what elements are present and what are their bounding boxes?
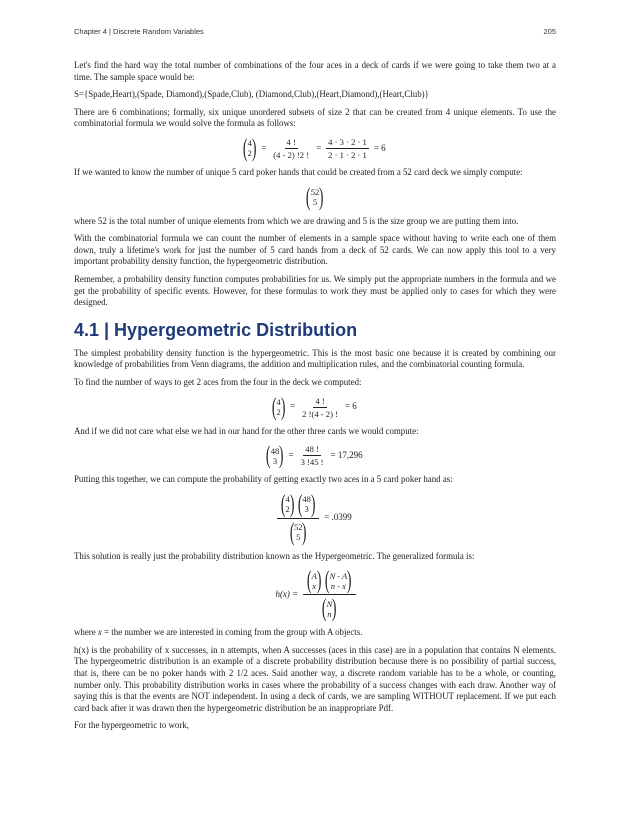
result: = 6 <box>344 401 357 412</box>
fraction <box>303 568 355 621</box>
equals: = <box>316 142 322 153</box>
binom-n: 52 <box>293 522 303 533</box>
binom-k: n <box>327 608 332 619</box>
section-heading: 4.1 | Hypergeometric Distribution <box>74 319 358 340</box>
lhs: h(x) = <box>275 588 299 599</box>
binom-k: 5 <box>312 197 318 208</box>
binom-k: 3 <box>272 455 278 466</box>
text: = the number we are interested in coming from the group with A objects. <box>101 627 363 638</box>
equation-3 <box>74 395 556 420</box>
paragraph: where 52 is the total number of unique elements from which we are drawing and 5 is the size group we are putting them into. <box>74 215 519 226</box>
paragraph: The simplest probability density function is the hypergeometric. This is the most basic one because it is created by combining our knowledge of probabilities from Venn diagrams, the addition and multiplication rules, and the combinatorial counting formula. <box>74 347 556 370</box>
paragraph: And if we did not care what else we had in our hand for the other three cards we would compute: <box>74 425 419 436</box>
equals: = <box>261 142 267 153</box>
equation-2 <box>74 185 556 210</box>
binom-n: 4 <box>276 397 281 407</box>
denominator <box>318 595 340 621</box>
page-number: 205 <box>543 27 556 36</box>
paragraph: With the combinatorial formula we can count the number of elements in a sample space without having to write each one of them down, truly a lifetime's work for just the number of 5 card hands from a deck of 52 cards. We can now apply this tool to a very important probability density function, the hypergeometric distribution. <box>74 233 556 267</box>
binom-k: 2 <box>247 148 252 159</box>
fraction <box>299 444 326 467</box>
binomial: ( A x ) <box>307 567 322 595</box>
paragraph: This solution is really just the probability distribution known as the Hypergeometric. The generalized formula is: <box>74 550 475 561</box>
equals: = <box>290 401 296 412</box>
binom-k: 3 <box>304 504 309 515</box>
binomial: ( 48 3 ) <box>266 442 284 470</box>
binom-k: 5 <box>296 532 301 543</box>
paragraph: For the hypergeometric to work, <box>74 720 189 731</box>
equals: = <box>288 449 294 460</box>
equation-5 <box>74 492 556 545</box>
binom-n: 4 <box>285 494 290 505</box>
binomial: ( 4 2 ) <box>243 134 257 162</box>
text: where <box>74 627 98 638</box>
binom-k: 2 <box>285 504 290 515</box>
fraction <box>271 137 311 160</box>
denominator: 2 · 1 · 2 · 1 <box>328 149 367 160</box>
paragraph: Putting this together, we can compute the probability of getting exactly two aces in a 5 card poker hand as: <box>74 474 453 485</box>
binom-n: N - A <box>329 570 348 581</box>
binomial: ( 52 5 ) <box>306 183 324 211</box>
binom-n: A <box>311 570 317 581</box>
binomial: ( 4 2 ) <box>281 490 295 518</box>
fraction <box>326 137 369 160</box>
fraction <box>300 396 340 419</box>
denominator: (4 - 2) !2 ! <box>273 149 310 160</box>
paragraph <box>74 627 556 639</box>
fraction <box>277 492 319 545</box>
binom-n: 48 <box>270 445 280 456</box>
numerator: 48 ! <box>305 444 319 455</box>
sample-space: S={Spade,Heart),(Spade, Diamond),(Spade,Club), (Diamond,Club),(Heart,Diamond),(Heart,Club)} <box>74 89 429 100</box>
binom-n: 52 <box>310 187 320 198</box>
result: = .0399 <box>324 512 352 523</box>
body-content <box>74 60 556 738</box>
variable: x <box>97 627 102 638</box>
denominator <box>286 519 311 545</box>
binom-k: 2 <box>276 407 281 417</box>
binom-n: 4 <box>247 138 252 149</box>
numerator <box>303 568 355 595</box>
binomial: ( N - A n - x ) <box>324 567 352 595</box>
equation-4 <box>74 443 556 468</box>
denominator: 3 !45 ! <box>300 457 324 468</box>
binom-n: 48 <box>302 494 311 505</box>
chapter-title: Chapter 4 | Discrete Random Variables <box>74 27 204 36</box>
binomial: ( N n ) <box>322 595 337 623</box>
paragraph: Let's find the hard way the total number of combinations of the four aces in a deck of cards if we were going to take them two at a time. The sample space would be: <box>74 60 556 82</box>
numerator: 4 ! <box>315 395 325 406</box>
result: = 6 <box>373 142 386 153</box>
page-header <box>74 27 556 39</box>
binom-k: x <box>312 580 317 591</box>
paragraph: To find the number of ways to get 2 aces from the four in the deck we computed: <box>74 376 362 387</box>
paragraph: h(x) is the probability of x successes, in n attempts, when A successes (aces in this case) are in a population that contains N elements. The hypergeometric distribution is an example of a discrete probability distribution because there is no possibility of partial success, that is, there can be no poker hands with 2 1/2 aces. Said another way, a discrete random variable has to be a whole, or counting, number only. This probability distribution works in cases where the probability of a success changes with each draw. Another way of saying this is that the events are NOT independent. In using a deck of cards, we are sampling WITHOUT replacement. If we put each card back after it was drawn then the hypergeometric distribution be an inappropriate Pdf. <box>74 644 556 713</box>
binom-k: n - x <box>330 580 346 591</box>
binom-n: N <box>326 598 333 609</box>
numerator <box>277 492 319 519</box>
equation-1 <box>74 136 556 161</box>
paragraph: There are 6 combinations; formally, six unique unordered subsets of size 2 that can be created from 4 unique elements. To use the combinatorial formula we would solve the formula as follows: <box>74 106 556 129</box>
denominator: 2 !(4 - 2) ! <box>302 408 338 419</box>
binomial: ( 48 3 ) <box>297 490 316 518</box>
paragraph: Remember, a probability density function computes probabilities for us. We simply put the appropriate numbers in the formula and we get the probability of specific events. However, for these formulas to work they must be applied only to cases for which they were designed. <box>74 273 556 308</box>
numerator: 4 · 3 · 2 · 1 <box>328 136 367 147</box>
numerator: 4 ! <box>286 136 296 147</box>
binomial: ( 52 5 ) <box>289 518 307 546</box>
result: = 17,296 <box>330 449 363 460</box>
equation-6 <box>74 568 556 621</box>
paragraph: If we wanted to know the number of unique 5 card poker hands that could be created from a 52 card deck we simply compute: <box>74 166 523 177</box>
binomial: ( 4 2 ) <box>272 393 286 421</box>
